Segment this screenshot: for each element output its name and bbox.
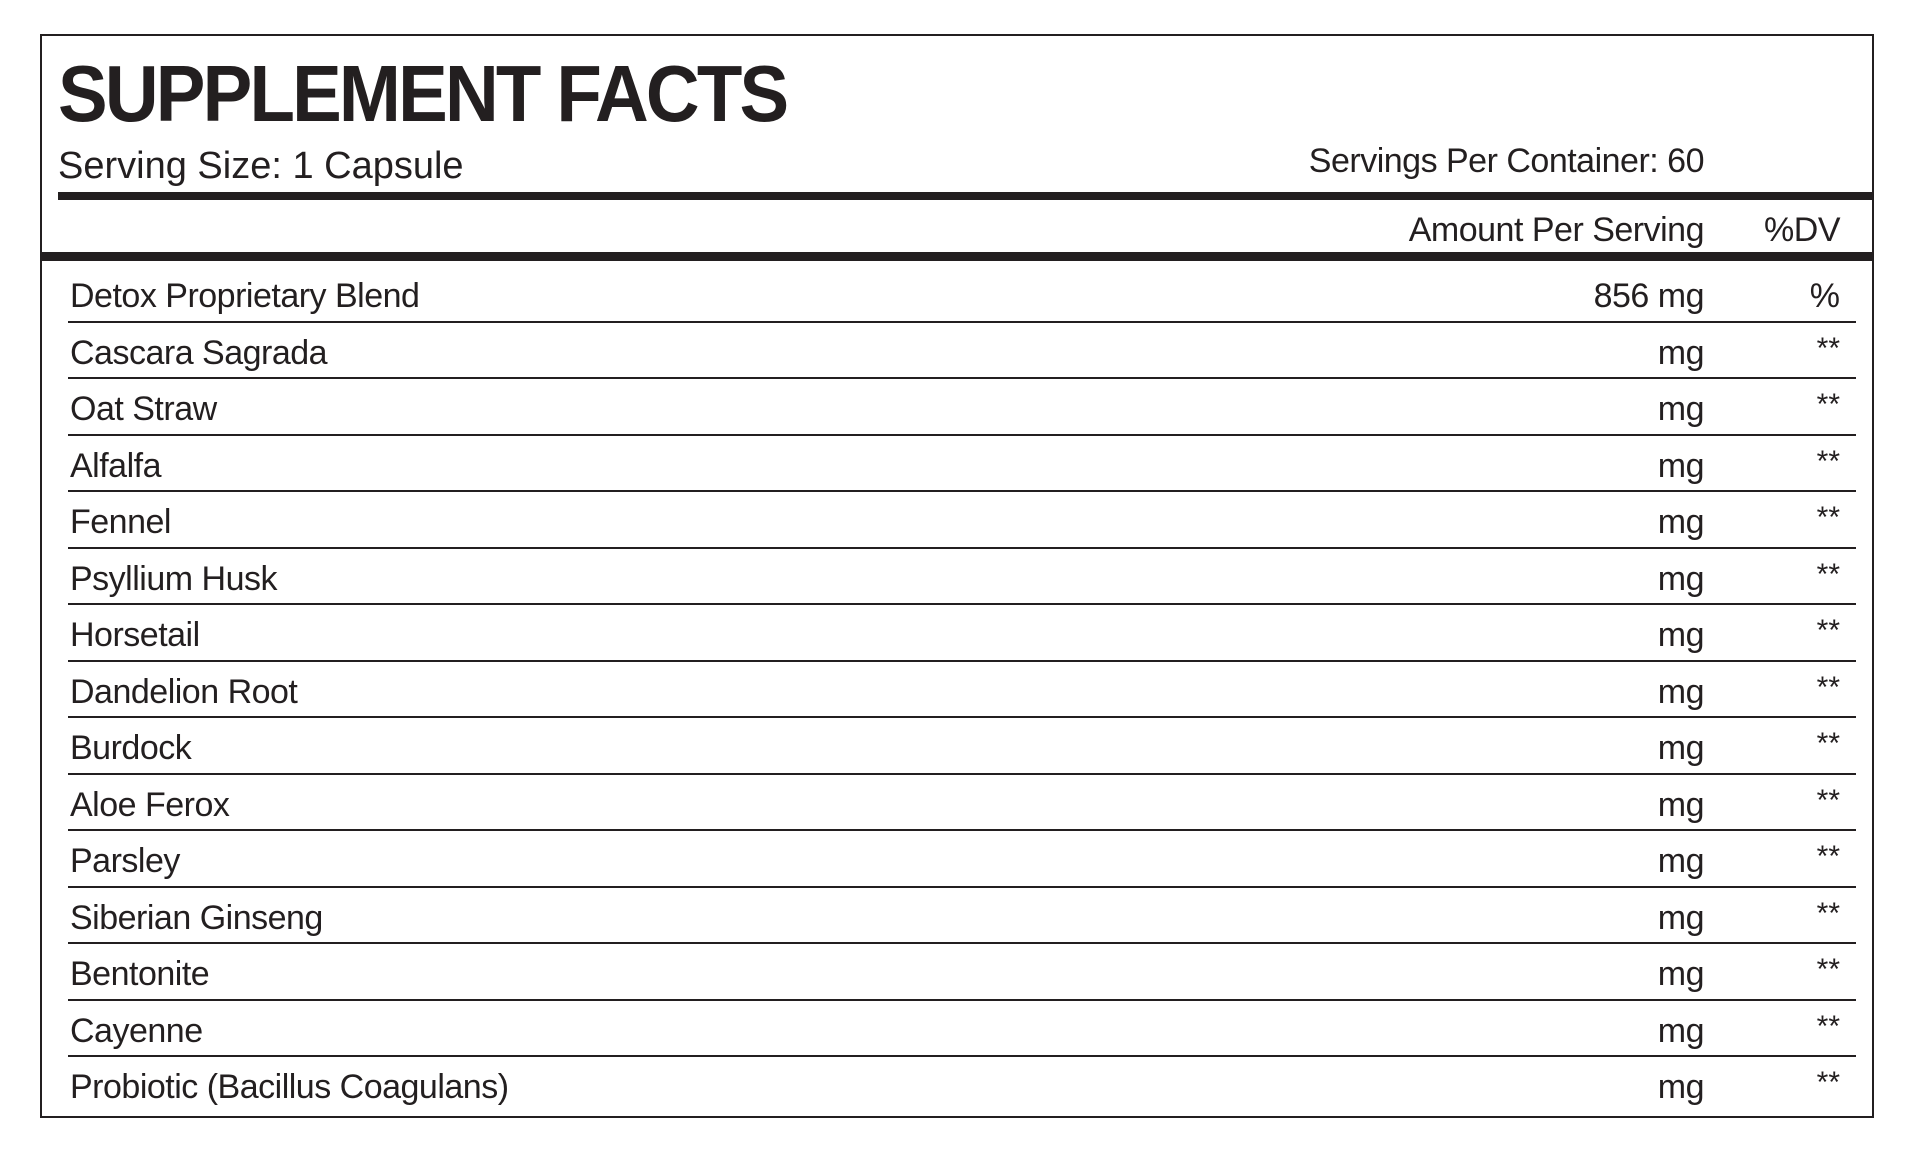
ingredient-dv: ** <box>1816 840 1840 873</box>
ingredient-name: Burdock <box>70 729 192 767</box>
ingredient-name: Horsetail <box>70 616 200 654</box>
ingredient-dv: ** <box>1816 501 1840 534</box>
ingredient-dv: ** <box>1816 953 1840 986</box>
table-row <box>68 605 1856 662</box>
column-header-dv: %DV <box>1764 211 1840 249</box>
ingredient-name: Fennel <box>70 503 171 541</box>
table-row <box>68 944 1856 1001</box>
ingredient-dv: ** <box>1816 783 1840 817</box>
ingredient-dv: ** <box>1816 670 1840 704</box>
ingredient-name: Oat Straw <box>70 390 217 428</box>
ingredient-amount: mg <box>1657 446 1704 485</box>
ingredient-name: Parsley <box>70 842 180 880</box>
ingredient-dv: % <box>1809 277 1840 315</box>
ingredient-dv: ** <box>1816 896 1840 930</box>
table-row <box>68 492 1856 549</box>
ingredient-amount: mg <box>1657 559 1704 598</box>
ingredient-dv: ** <box>1816 331 1840 365</box>
supplement-facts-panel <box>40 34 1874 1118</box>
ingredient-name: Bentonite <box>70 955 210 993</box>
table-row <box>68 662 1856 719</box>
ingredient-amount: mg <box>1657 729 1704 767</box>
ingredient-amount: mg <box>1657 503 1704 541</box>
ingredient-dv: ** <box>1816 1009 1840 1043</box>
ingredient-list <box>68 266 1856 1114</box>
table-row <box>68 379 1856 436</box>
ingredient-amount: mg <box>1657 785 1704 824</box>
table-row <box>68 1057 1856 1114</box>
label-title: SUPPLEMENT FACTS <box>58 49 787 138</box>
ingredient-dv: ** <box>1816 444 1840 478</box>
ingredient-name: Probiotic (Bacillus Coagulans) <box>70 1068 509 1106</box>
ingredient-name: Aloe Ferox <box>70 785 230 824</box>
ingredient-name: Siberian Ginseng <box>70 898 323 937</box>
table-row <box>68 831 1856 888</box>
ingredient-name: Alfalfa <box>70 446 161 485</box>
table-row <box>68 436 1856 493</box>
table-row <box>68 266 1856 323</box>
ingredient-amount: mg <box>1657 1011 1704 1050</box>
ingredient-name: Cascara Sagrada <box>70 333 328 372</box>
ingredient-amount: mg <box>1657 1068 1704 1106</box>
column-header-amount: Amount Per Serving <box>1408 211 1704 249</box>
ingredient-amount: mg <box>1657 616 1704 654</box>
ingredient-amount: 856 mg <box>1593 277 1704 315</box>
ingredient-amount: mg <box>1657 390 1704 428</box>
ingredient-dv: ** <box>1816 614 1840 647</box>
ingredient-name: Psyllium Husk <box>70 559 277 598</box>
ingredient-dv: ** <box>1816 388 1840 421</box>
ingredient-name: Dandelion Root <box>70 672 298 711</box>
servings-per-container: Servings Per Container: 60 <box>1308 142 1704 180</box>
table-row <box>68 1001 1856 1058</box>
serving-size: Serving Size: 1 Capsule <box>58 145 464 187</box>
table-row <box>68 718 1856 775</box>
header-divider <box>58 192 1872 200</box>
ingredient-amount: mg <box>1657 955 1704 993</box>
ingredient-dv: ** <box>1816 1066 1840 1099</box>
table-row <box>68 323 1856 380</box>
table-row <box>68 549 1856 606</box>
column-header-divider <box>42 252 1872 261</box>
ingredient-dv: ** <box>1816 727 1840 760</box>
ingredient-amount: mg <box>1657 333 1704 372</box>
ingredient-amount: mg <box>1657 842 1704 880</box>
ingredient-dv: ** <box>1816 557 1840 591</box>
ingredient-amount: mg <box>1657 672 1704 711</box>
table-row <box>68 775 1856 832</box>
table-row <box>68 888 1856 945</box>
ingredient-name: Detox Proprietary Blend <box>70 277 420 315</box>
ingredient-name: Cayenne <box>70 1011 203 1050</box>
ingredient-amount: mg <box>1657 898 1704 937</box>
